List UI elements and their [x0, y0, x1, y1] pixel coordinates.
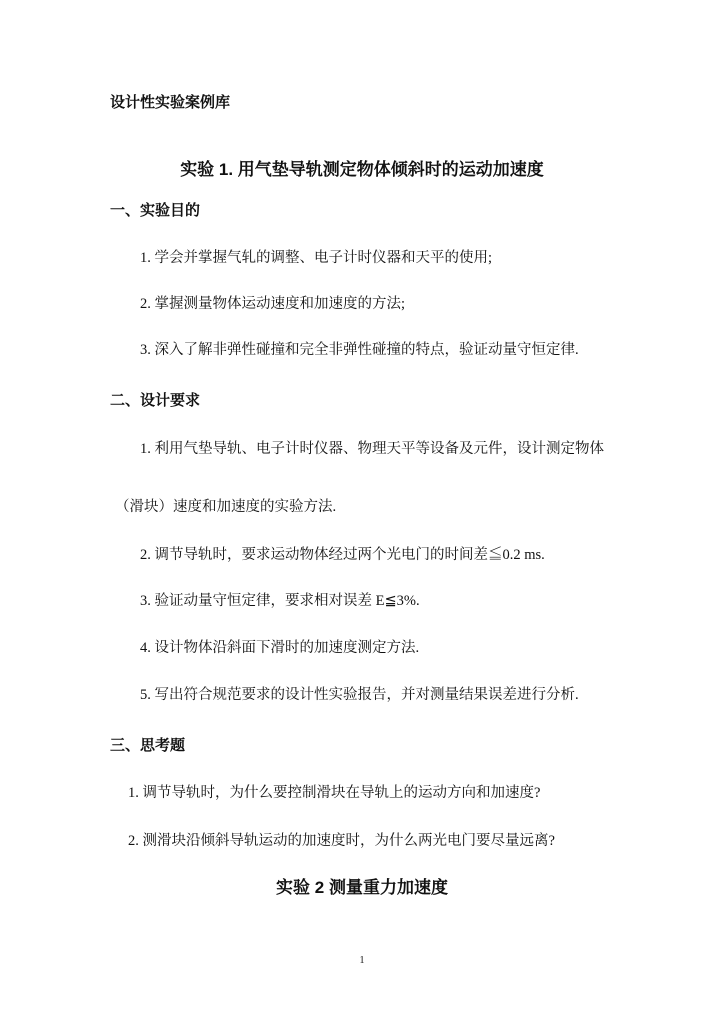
requirement-item: 4. 设计物体沿斜面下滑时的加速度测定方法. — [140, 640, 420, 656]
requirement-item: 5. 写出符合规范要求的设计性实验报告，并对测量结果误差进行分析. — [140, 687, 579, 703]
question-item: 1. 调节导轨时，为什么要控制滑块在导轨上的运动方向和加速度? — [128, 785, 541, 801]
experiment-2-title: 实验 2 测量重力加速度 — [276, 878, 448, 897]
requirement-item: 2. 调节导轨时，要求运动物体经过两个光电门的时间差≦0.2 ms. — [140, 547, 545, 563]
objective-item: 2. 掌握测量物体运动速度和加速度的方法; — [140, 296, 406, 312]
objective-item: 3. 深入了解非弹性碰撞和完全非弹性碰撞的特点，验证动量守恒定律. — [140, 342, 579, 358]
document-header: 设计性实验案例库 — [110, 94, 231, 111]
objective-item: 1. 学会并掌握气轧的调整、电子计时仪器和天平的使用; — [140, 250, 493, 266]
page-number: 1 — [359, 955, 365, 966]
section-2-heading: 二、设计要求 — [110, 392, 201, 409]
requirement-item: 1. 利用气垫导轨、电子计时仪器、物理天平等设备及元件，设计测定物体 — [140, 441, 604, 457]
experiment-1-title: 实验 1. 用气垫导轨测定物体倾斜时的运动加速度 — [180, 160, 544, 179]
question-item: 2. 测滑块沿倾斜导轨运动的加速度时，为什么两光电门要尽量远离? — [128, 833, 555, 849]
requirement-item: 3. 验证动量守恒定律，要求相对误差 E≦3%. — [140, 593, 420, 609]
requirement-item-continuation: （滑块）速度和加速度的实验方法. — [115, 499, 337, 515]
section-3-heading: 三、思考题 — [110, 737, 186, 754]
section-1-heading: 一、实验目的 — [110, 202, 201, 219]
